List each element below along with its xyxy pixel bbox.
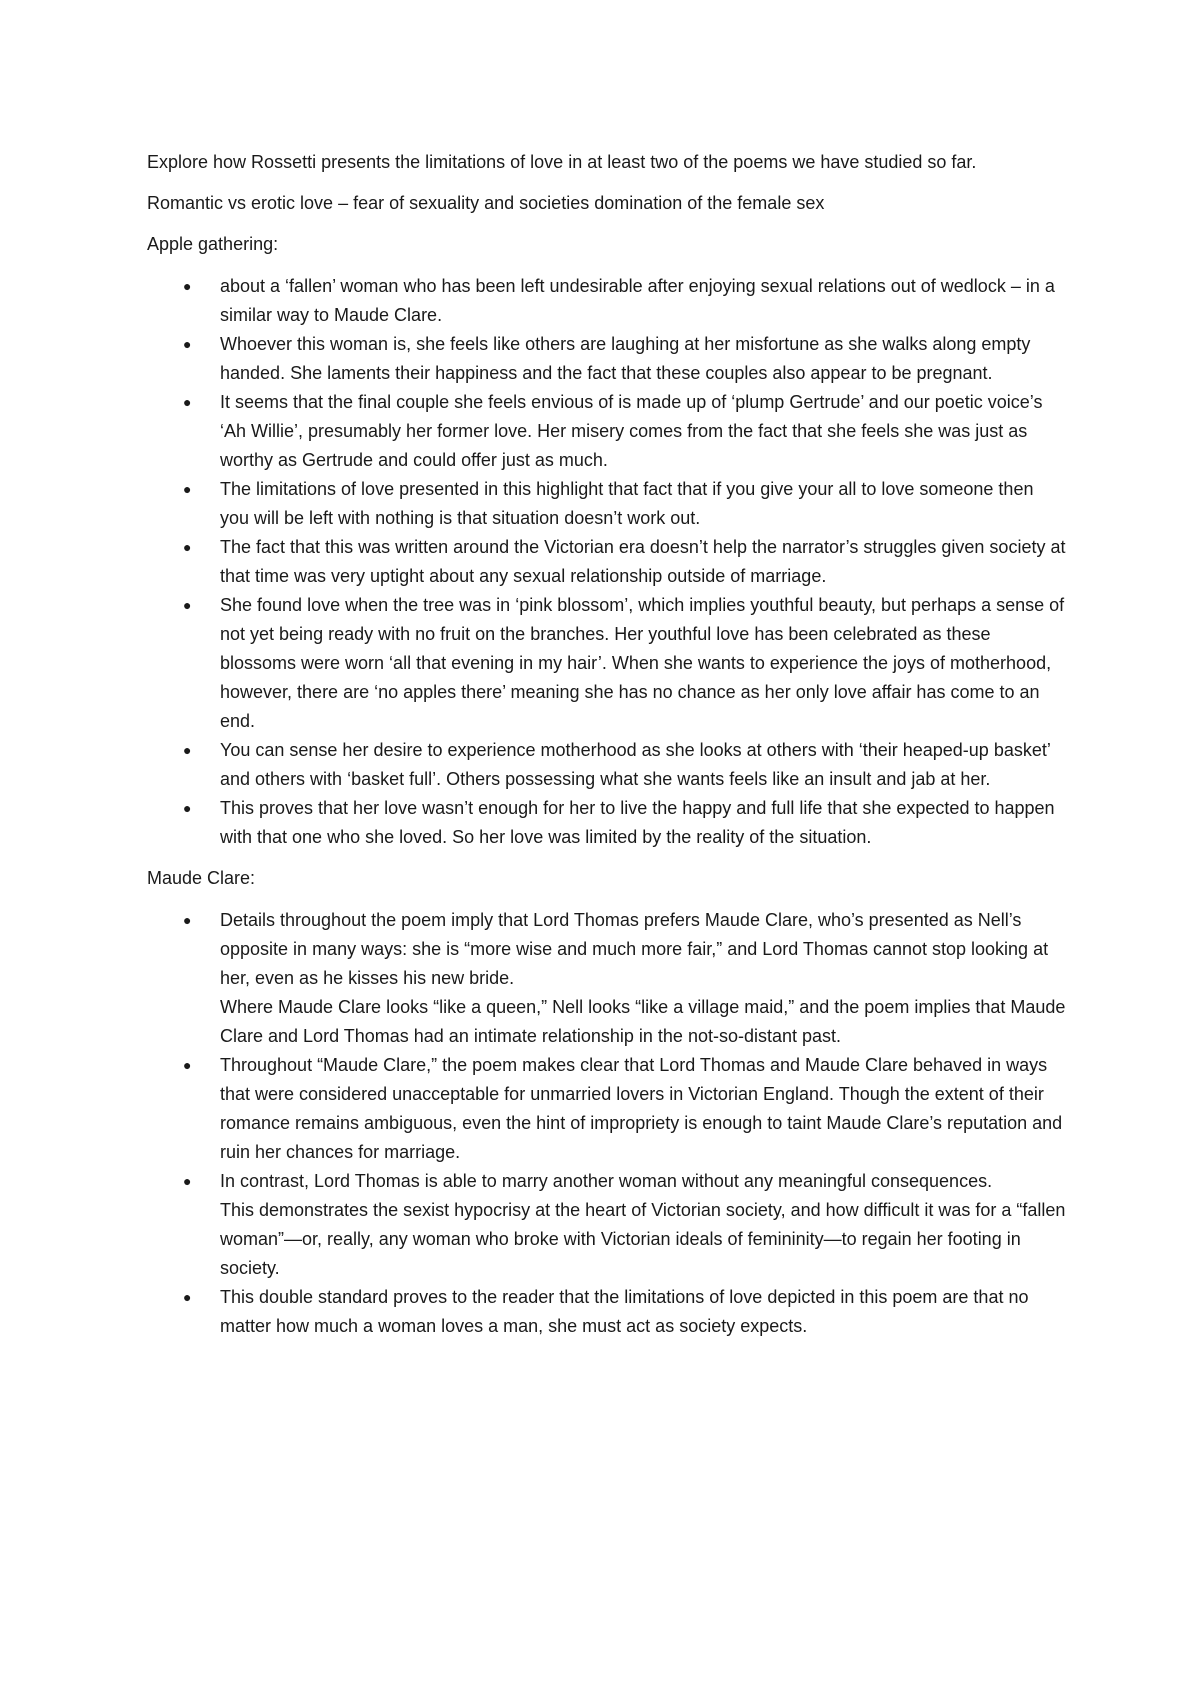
list-item: ● The limitations of love presented in this highlight that fact that if you give your all to love someone then you will be left with nothing is that situation doesn’t work out. (147, 475, 1067, 533)
section-heading-apple-gathering: Apple gathering: (147, 234, 279, 254)
document-body (147, 148, 1067, 1353)
essay-theme: Romantic vs erotic love – fear of sexuality and societies domination of the female sex (147, 193, 825, 213)
bullet-icon: ● (183, 336, 192, 352)
list-item: ● Throughout “Maude Clare,” the poem makes clear that Lord Thomas and Maude Clare behaved in ways that were considered unacceptable for unmarried lovers in Victorian England. Though the extent of their romance remains ambiguous, even the hint of impropriety is enough to taint Maude Clare’s reputation and ruin her chances for marriage. (147, 1051, 1067, 1167)
bullet-list-apple-gathering (147, 272, 1067, 852)
list-item: ● It seems that the final couple she feels envious of is made up of ‘plump Gertrude’ and our poetic voice’s ‘Ah Willie’, presumably her former love. Her misery comes from the fact that she feels she was just as worthy as Gertrude and could offer just as much. (147, 388, 1067, 475)
bullet-icon: ● (183, 1289, 192, 1305)
essay-question: Explore how Rossetti presents the limitations of love in at least two of the poems we have studied so far. (147, 152, 977, 172)
section-heading-maude-clare: Maude Clare: (147, 868, 256, 888)
bullet-icon: ● (183, 539, 192, 555)
bullet-icon: ● (183, 597, 192, 613)
bullet-icon: ● (183, 1173, 192, 1189)
list-item: ● Details throughout the poem imply that Lord Thomas prefers Maude Clare, who’s presented as Nell’s opposite in many ways: she is “more wise and much more fair,” and Lord Thomas cannot stop looking at her, even as he kisses his new bride. Where Maude Clare looks “like a queen,” Nell looks “like a village maid,” and the poem implies that Maude Clare and Lord Thomas had an intimate relationship in the not-so-distant past. (147, 906, 1067, 1051)
bullet-icon: ● (183, 912, 192, 928)
bullet-icon: ● (183, 1057, 192, 1073)
bullet-icon: ● (183, 800, 192, 816)
list-item: ● She found love when the tree was in ‘pink blossom’, which implies youthful beauty, but perhaps a sense of not yet being ready with no fruit on the branches. Her youthful love has been celebrated as these blossoms were worn ‘all that evening in my hair’. When she wants to experience the joys of motherhood, however, there are ‘no apples there’ meaning she has no chance as her only love affair has come to an end. (147, 591, 1067, 736)
list-item: ● In contrast, Lord Thomas is able to marry another woman without any meaningful consequences. This demonstrates the sexist hypocrisy at the heart of Victorian society, and how difficult it was for a “fallen woman”—or, really, any woman who broke with Victorian ideals of femininity—to regain her footing in society. (147, 1167, 1067, 1283)
list-item: ● about a ‘fallen’ woman who has been left undesirable after enjoying sexual relations out of wedlock – in a similar way to Maude Clare. (147, 272, 1067, 330)
list-item: ● The fact that this was written around the Victorian era doesn’t help the narrator’s struggles given society at that time was very uptight about any sexual relationship outside of marriage. (147, 533, 1067, 591)
list-item: ● Whoever this woman is, she feels like others are laughing at her misfortune as she walks along empty handed. She laments their happiness and the fact that these couples also appear to be pregnant. (147, 330, 1067, 388)
bullet-list-maude-clare (147, 906, 1067, 1341)
bullet-icon: ● (183, 481, 192, 497)
bullet-icon: ● (183, 394, 192, 410)
list-item: ● This double standard proves to the reader that the limitations of love depicted in this poem are that no matter how much a woman loves a man, she must act as society expects. (147, 1283, 1067, 1341)
list-item: ● You can sense her desire to experience motherhood as she looks at others with ‘their heaped-up basket’ and others with ‘basket full’. Others possessing what she wants feels like an insult and jab at her. (147, 736, 1067, 794)
list-item: ● This proves that her love wasn’t enough for her to live the happy and full life that she expected to happen with that one who she loved. So her love was limited by the reality of the situation. (147, 794, 1067, 852)
bullet-icon: ● (183, 742, 192, 758)
bullet-icon: ● (183, 278, 192, 294)
